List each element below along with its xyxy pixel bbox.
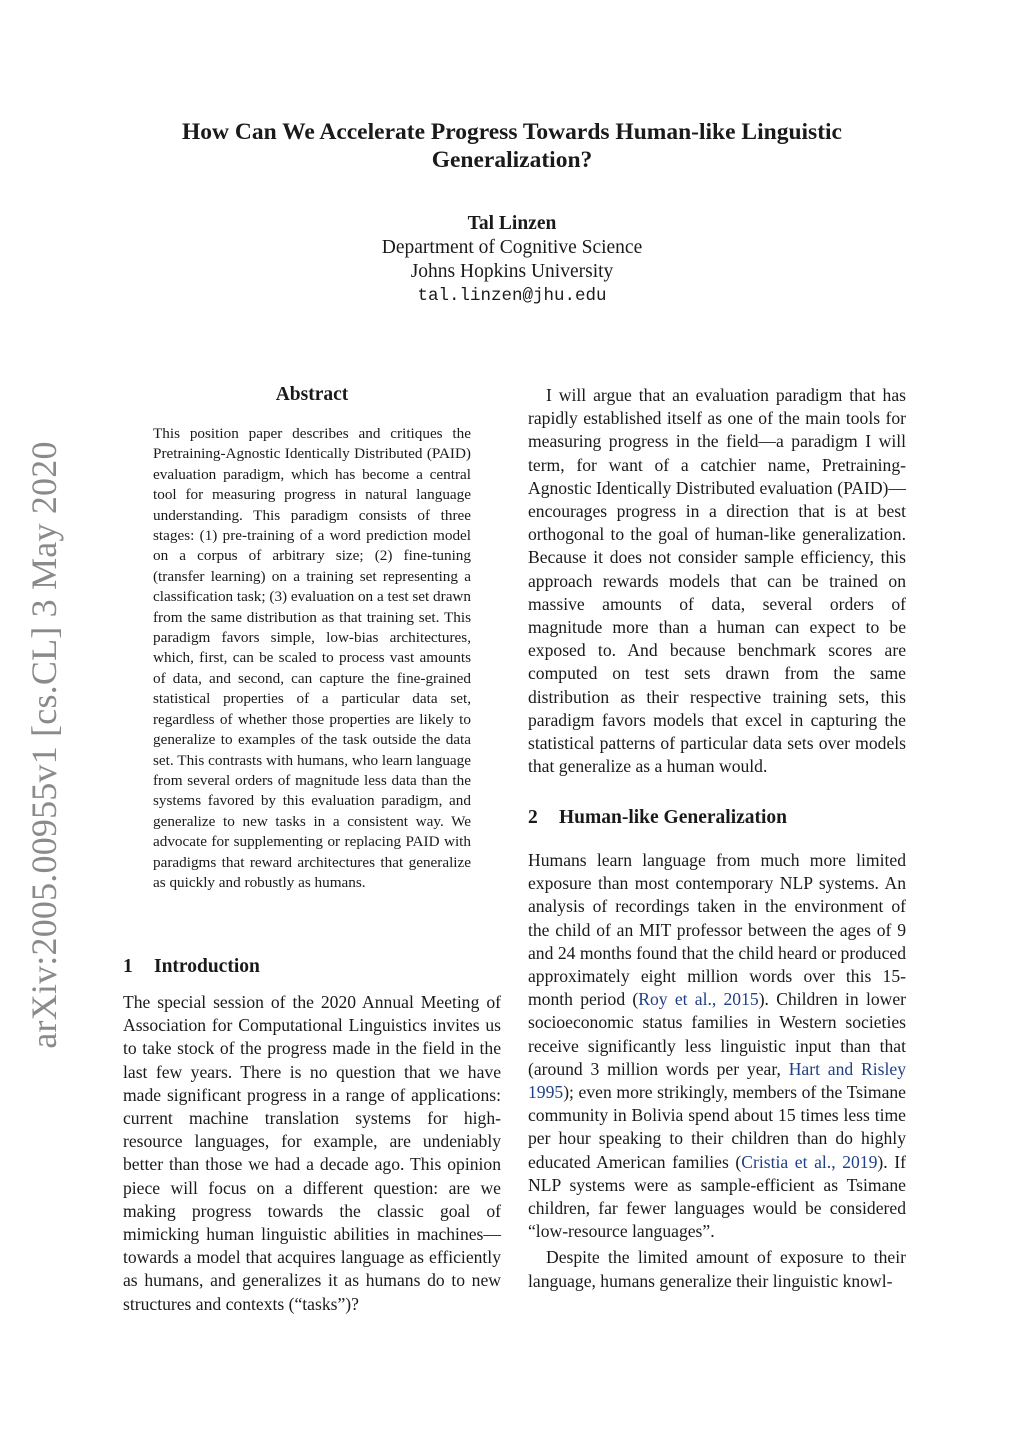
paragraph: I will argue that an evaluation paradigm that has rapidly established itself as one of the main tools for measuring progress in the field—a paradigm I will term, for want of a catchier name, Pretraining-Agnostic Identically Distributed evaluation (PAID)—encourages progress in a direction that is at best orthogonal to the goal of human-like generalization. Because it does not consider sample efficiency, this approach rewards models that can be trained on massive amounts of data, several orders of magnitude more than a human can expect to be exposed to. And because benchmark scores are computed on test sets drawn from the same distribution as their respective training sets, this paradigm favors models that excel in capturing the statistical patterns of particular data sets over models that generalize as a human would. [528,385,906,777]
abstract-body [153,424,471,893]
section-title: Human-like Generalization [559,807,788,828]
abstract-heading: Abstract [275,384,349,405]
paragraph [528,849,906,1243]
author-block [262,212,762,308]
section-number: 1 [123,956,133,977]
author-name: Tal Linzen [467,213,557,234]
text-run: Humans learn language from much more limited exposure than most contemporary NLP systems. An analysis of recordings taken in the environment of the child of an MIT professor between the ages of 9 and 24 months found that the child heard or produced approximately eight million words over this 15-month period ( [528,850,906,1010]
author-email[interactable]: tal.linzen@jhu.edu [417,286,607,306]
paragraph: The special session of the 2020 Annual Meeting of Association for Computational Linguistics invites us to take stock of the progress made in the field in the last few years. There is no question that we have made significant progress in a range of applications: current machine translation systems for high-resource languages, for example, are undeniably better than those we had a decade ago. This opinion piece will focus on a different question: are we making progress towards the classic goal of mimicking human linguistic abilities in machines—towards a model that acquires language as efficiently as humans, and generalizes it as humans do to new structures and contexts (“tasks”)? [123,992,501,1314]
arxiv-id-stamp: arXiv:2005.00955v1 [cs.CL] 3 May 2020 [24,441,64,1049]
text-run: ). Children in lower socioeconomic status families in Western societies receive significantly less linguistic input than that (around 3 million words per year, [528,989,906,1079]
section2-body [528,849,906,1293]
paragraph: Despite the limited amount of exposure to their language, humans generalize their linguistic knowl- [528,1247,906,1291]
author-university: Johns Hopkins University [410,261,614,282]
author-department: Department of Cognitive Science [381,237,643,258]
citation-link[interactable]: Roy et al., 2015 [638,989,759,1010]
paper-title: How Can We Accelerate Progress Towards Human-like Linguistic Generalization? [182,119,842,173]
section-heading-human-like-generalization [528,806,787,830]
citation-link[interactable]: Cristia et al., 2019 [741,1151,878,1172]
right-column-intro [528,384,906,778]
text-run: ). If NLP systems were as sample-efficient as Tsimane children, far fewer languages would be considered “low-resource languages”. [528,1151,906,1242]
section-heading-introduction [123,955,260,979]
citation-link[interactable]: Hart and Risley 1995 [528,1058,906,1103]
introduction-body [123,991,501,1316]
section-title: Introduction [154,956,260,977]
text-run: ); even more strikingly, members of the Tsimane community in Bolivia spend about 15 times less time per hour speaking to their children than do highly educated American families ( [528,1082,906,1172]
abstract-text: This position paper describes and critiques the Pretraining-Agnostic Identically Distributed (PAID) evaluation paradigm, which has become a central tool for measuring progress in natural language understanding. This paradigm consists of three stages: (1) pre-training of a word prediction model on a corpus of arbitrary size; (2) fine-tuning (transfer learning) on a training set representing a classification task; (3) evaluation on a test set drawn from the same distribution as that training set. This paradigm favors simple, low-bias architectures, which, first, can be scaled to process vast amounts of data, and second, can capture the fine-grained statistical properties of a particular data set, regardless of whether those properties are likely to generalize to examples of the task outside the data set. This contrasts with humans, who learn language from several orders of magnitude less data than the systems favored by this evaluation paradigm, and generalize to new tasks in a consistent way. We advocate for supplementing or replacing PAID with paradigms that reward architectures that generalize as quickly and robustly as humans. [153,425,471,891]
section-number: 2 [528,807,538,828]
